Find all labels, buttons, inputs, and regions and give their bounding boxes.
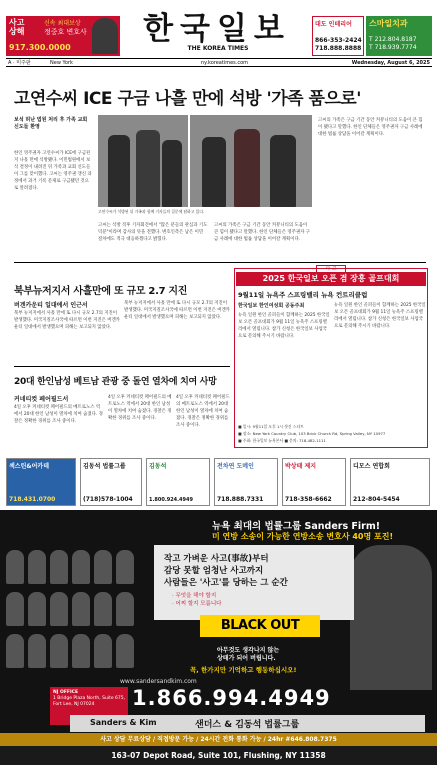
story-title[interactable]: 20대 한인남성 베트남 관광 중 돌연 열차에 치여 사망: [14, 377, 217, 387]
ad-line2: 상해: [9, 27, 25, 36]
address-line: Fort Lee, NJ 07024: [53, 702, 95, 707]
ad-title: 스마일치과: [369, 19, 408, 28]
ad-block[interactable]: [146, 458, 210, 506]
story-body: 북부 뉴저지에서 사흘 만에 또 다시 규모 2.7의 지진이 발생했다. 미국지질조사국에 따르면 이번 지진은 버겐카운티 일대에서 발생했으며 피해는 보고되지 않았다.: [124, 301, 230, 320]
story-title[interactable]: 북부뉴저지서 사흘만에 또 규모 2.7 지진: [14, 286, 188, 297]
story-body: 북부 뉴저지에서 사흘 만에 또 다시 규모 2.7의 지진이 발생했다. 미국지질조사국에 따르면 이번 지진은 버겐카운티 일대에서 발생했으며 피해는 보고되지 않았다.: [14, 311, 120, 330]
notice-tag: 사 고: [316, 265, 346, 273]
ad-phone: T 718.939.7774: [369, 44, 417, 51]
story-lead: 보석 허난 법원 처리 후 가족 교회 신도들 환영: [14, 117, 88, 130]
ad-phone: 718.888.8888: [315, 45, 362, 52]
firm-name-korean: 샌더스 & 김동석 법률그룹: [195, 720, 300, 730]
blackout-banner: BLACK OUT: [200, 615, 320, 637]
story-photo-1: [98, 115, 188, 207]
golf-event-title[interactable]: 2025 한국일보 오픈 겸 장흥 골프대회: [236, 272, 426, 286]
newspaper-logo-subtitle: THE KOREA TIMES: [187, 45, 249, 52]
story-column-2: 고씨는 석방 직후 기자회견에서 "많은 분들의 관심과 기도 덕분"이라며 감사의 뜻을 전했다. 변호인측은 남은 이민 절차에도 적극 대응하겠다고 밝혔다.: [98, 223, 208, 242]
ad-text: 상태가 되어 버립니다.: [217, 655, 276, 662]
ad-bullet: · 무엇을 해야 할지: [172, 593, 217, 599]
story-subtitle: 버겐카운티 일대에서 인근서: [14, 302, 88, 309]
site-url[interactable]: ny.koreatimes.com: [201, 60, 249, 66]
ad-message: 감당 못할 엄청난 사고까지: [164, 566, 264, 576]
divider: [14, 262, 426, 263]
ad-name: 박상태 제지: [285, 463, 317, 470]
right-masthead-ad-1[interactable]: [312, 16, 364, 56]
ad-address: 163-07 Depot Road, Suite 101, Flushing, NY 11358: [0, 746, 437, 765]
city-label: New York: [50, 60, 73, 66]
story-body: 4일 오후 커네티컷 페어필드의 메트로노스 역에서 20대 한인 남성이 열차에 치여 숨졌다. 경찰은 정확한 경위를 조사 중이다.: [14, 405, 103, 424]
dateline-bar: [6, 58, 432, 67]
golf-body-1: 뉴욕 일원 한인 골퍼들이 함께하는 2025 한국일보 오픈 골프대회가 9월 11일 뉴욕주 스프링밸리에서 열립니다. 참가 신청은 한국일보 사업국으로 문의해 주시기 바랍니다.: [238, 313, 330, 339]
story-body: 4일 오후 커네티컷 페어필드의 메트로노스 역에서 20대 한인 남성이 열차에 치여 숨졌다. 경찰은 정확한 경위를 조사 중이다.: [108, 395, 172, 421]
story-column-1: 한인 영주권자 고연수씨가 ICE에 구금된 지 나흘 만에 석방됐다. 이민법원에서 보석 결정이 내려진 뒤 가족과 교회 신도들이 그를 맞이했다. 고씨는 영주권 갱신 과정에서 과거 기록 문제로 구금됐던 것으로 알려졌다.: [14, 151, 92, 191]
golf-info-3: ■ 주최: 한국일보 뉴욕본사 ■ 문의: 718-482-1111: [238, 438, 326, 443]
ad-message: 작고 가벼운 사고(事故)부터: [164, 554, 269, 564]
ad-block[interactable]: [80, 458, 142, 506]
firm-name-english: Sanders & Kim: [90, 718, 157, 727]
ad-block[interactable]: [6, 458, 76, 506]
ad-phone: 718-358-6662: [285, 496, 332, 503]
ad-text: 아무것도 생각나지 않는: [217, 647, 280, 654]
golf-info-2: ■ 장소: New York Country Club, 103 Brick Church Rd, Spring Valley, NY 10977: [238, 431, 386, 436]
ad-phone: 1.800.924.4949: [149, 497, 193, 503]
story-body: 4일 오후 커네티컷 페어필드의 메트로노스 역에서 20대 한인 남성이 열차에 치여 숨졌다. 경찰은 정확한 경위를 조사 중이다.: [176, 395, 230, 428]
left-masthead-ad[interactable]: [6, 16, 120, 56]
ad-phone: 718.431.0700: [9, 496, 56, 503]
ad-block[interactable]: [282, 458, 346, 506]
photo-caption: 고연수씨가 석방된 뒤 가족과 함께 기자들의 질문에 답하고 있다.: [98, 209, 205, 214]
ad-name: 김동석: [149, 463, 167, 470]
ad-phone: 212-804-5454: [353, 496, 400, 503]
ad-phone: (718)578-1004: [83, 496, 133, 503]
ad-service-note: 사고 상담 무료상담 / 직접방문 가능 / 24시간 전화 통화 가능 / 24hr #646.808.7375: [0, 733, 437, 746]
firm-name-bar: [70, 715, 425, 732]
ad-phone: T 212.804.8187: [369, 36, 417, 43]
golf-box-frame: [234, 268, 428, 448]
golf-info-1: ■ 일시: 9월11일 오후 1시 샷건 스타트: [238, 424, 304, 429]
ad-lawyer-name: 정중호 변호사: [44, 28, 87, 36]
ad-title: 대도 인테리어: [315, 21, 352, 28]
right-masthead-ad-2[interactable]: [366, 16, 432, 56]
ad-bullet: · 어찌 할지 모릅니다: [172, 601, 222, 607]
address-line: 1 Bridge Plaza North, Suite 675,: [53, 696, 126, 701]
ad-headline: 뉴욕 최대의 법률그룹 Sanders Firm!: [212, 521, 381, 532]
lawyers-group-photo: [0, 540, 155, 690]
ad-message-panel: [154, 545, 354, 620]
ad-callout: 꼭, 한가지만 기억하고 행동하십시오!: [190, 666, 297, 674]
ad-tag: 신속 최대보상: [44, 20, 81, 27]
ad-line1: 사고: [9, 18, 25, 27]
divider: [14, 366, 230, 367]
story-photo-2: [190, 115, 312, 207]
golf-sponsor: 한국일보 한인여성회 공동주최: [238, 303, 305, 309]
story-column-3: 고씨의 가족은 구금 기간 동안 커뮤니티의 도움이 큰 힘이 됐다고 말했다. 한인 단체들은 영주권자 구금 사례에 대한 법률 상담을 이어갈 계획이다.: [214, 223, 310, 242]
ad-phone-number[interactable]: 1.866.994.4949: [132, 686, 331, 710]
newspaper-logo[interactable]: 한국일보: [143, 11, 291, 47]
golf-event-subtitle: 9월11일 뉴욕주 스프링밸리 뉴욕 컨트리클럽: [238, 291, 368, 299]
ad-block[interactable]: [350, 458, 430, 506]
ad-phone: 718.888.7331: [217, 496, 264, 503]
ad-subheadline: 미 연방 소송이 가능한 연방소송 변호사 40명 포진!: [212, 532, 394, 541]
ad-name: 디모스 연합회: [353, 463, 390, 470]
office-label: NJ OFFICE: [53, 690, 79, 695]
issue-date: Wednesday, August 6, 2025: [351, 60, 430, 66]
ad-name: 섹스틴&어카데: [9, 463, 50, 470]
edition-label: A · 미주판: [8, 60, 31, 66]
story-column-4: 고씨의 가족은 구금 기간 동안 커뮤니티의 도움이 큰 힘이 됐다고 말했다. 한인 단체들은 영주권자 구금 사례에 대한 법률 상담을 이어갈 계획이다.: [318, 118, 423, 137]
ad-message: 사람들은 '사고'를 당하는 그 순간: [164, 578, 288, 588]
story-subtitle: 커네티컷 페어필드서: [14, 396, 69, 403]
main-headline[interactable]: 고연수씨 ICE 구금 나흘 만에 석방 '가족 품으로': [14, 89, 361, 109]
ad-name: 전차연 도메인: [217, 463, 254, 470]
ad-phone: 866-353-2424: [315, 37, 362, 44]
golf-body-2: 뉴욕 일원 한인 골퍼들이 함께하는 2025 한국일보 오픈 골프대회가 9월 11일 뉴욕주 스프링밸리에서 열립니다. 참가 신청은 한국일보 사업국으로 문의해 주시기 바랍니다.: [334, 303, 426, 329]
lawyer-photo: [92, 18, 118, 54]
ad-phone: 917.300.0000: [9, 43, 71, 52]
ad-name: 김동석 법률그룹: [83, 463, 126, 470]
ad-website[interactable]: www.sandersandkim.com: [120, 678, 197, 685]
ad-block[interactable]: [214, 458, 278, 506]
